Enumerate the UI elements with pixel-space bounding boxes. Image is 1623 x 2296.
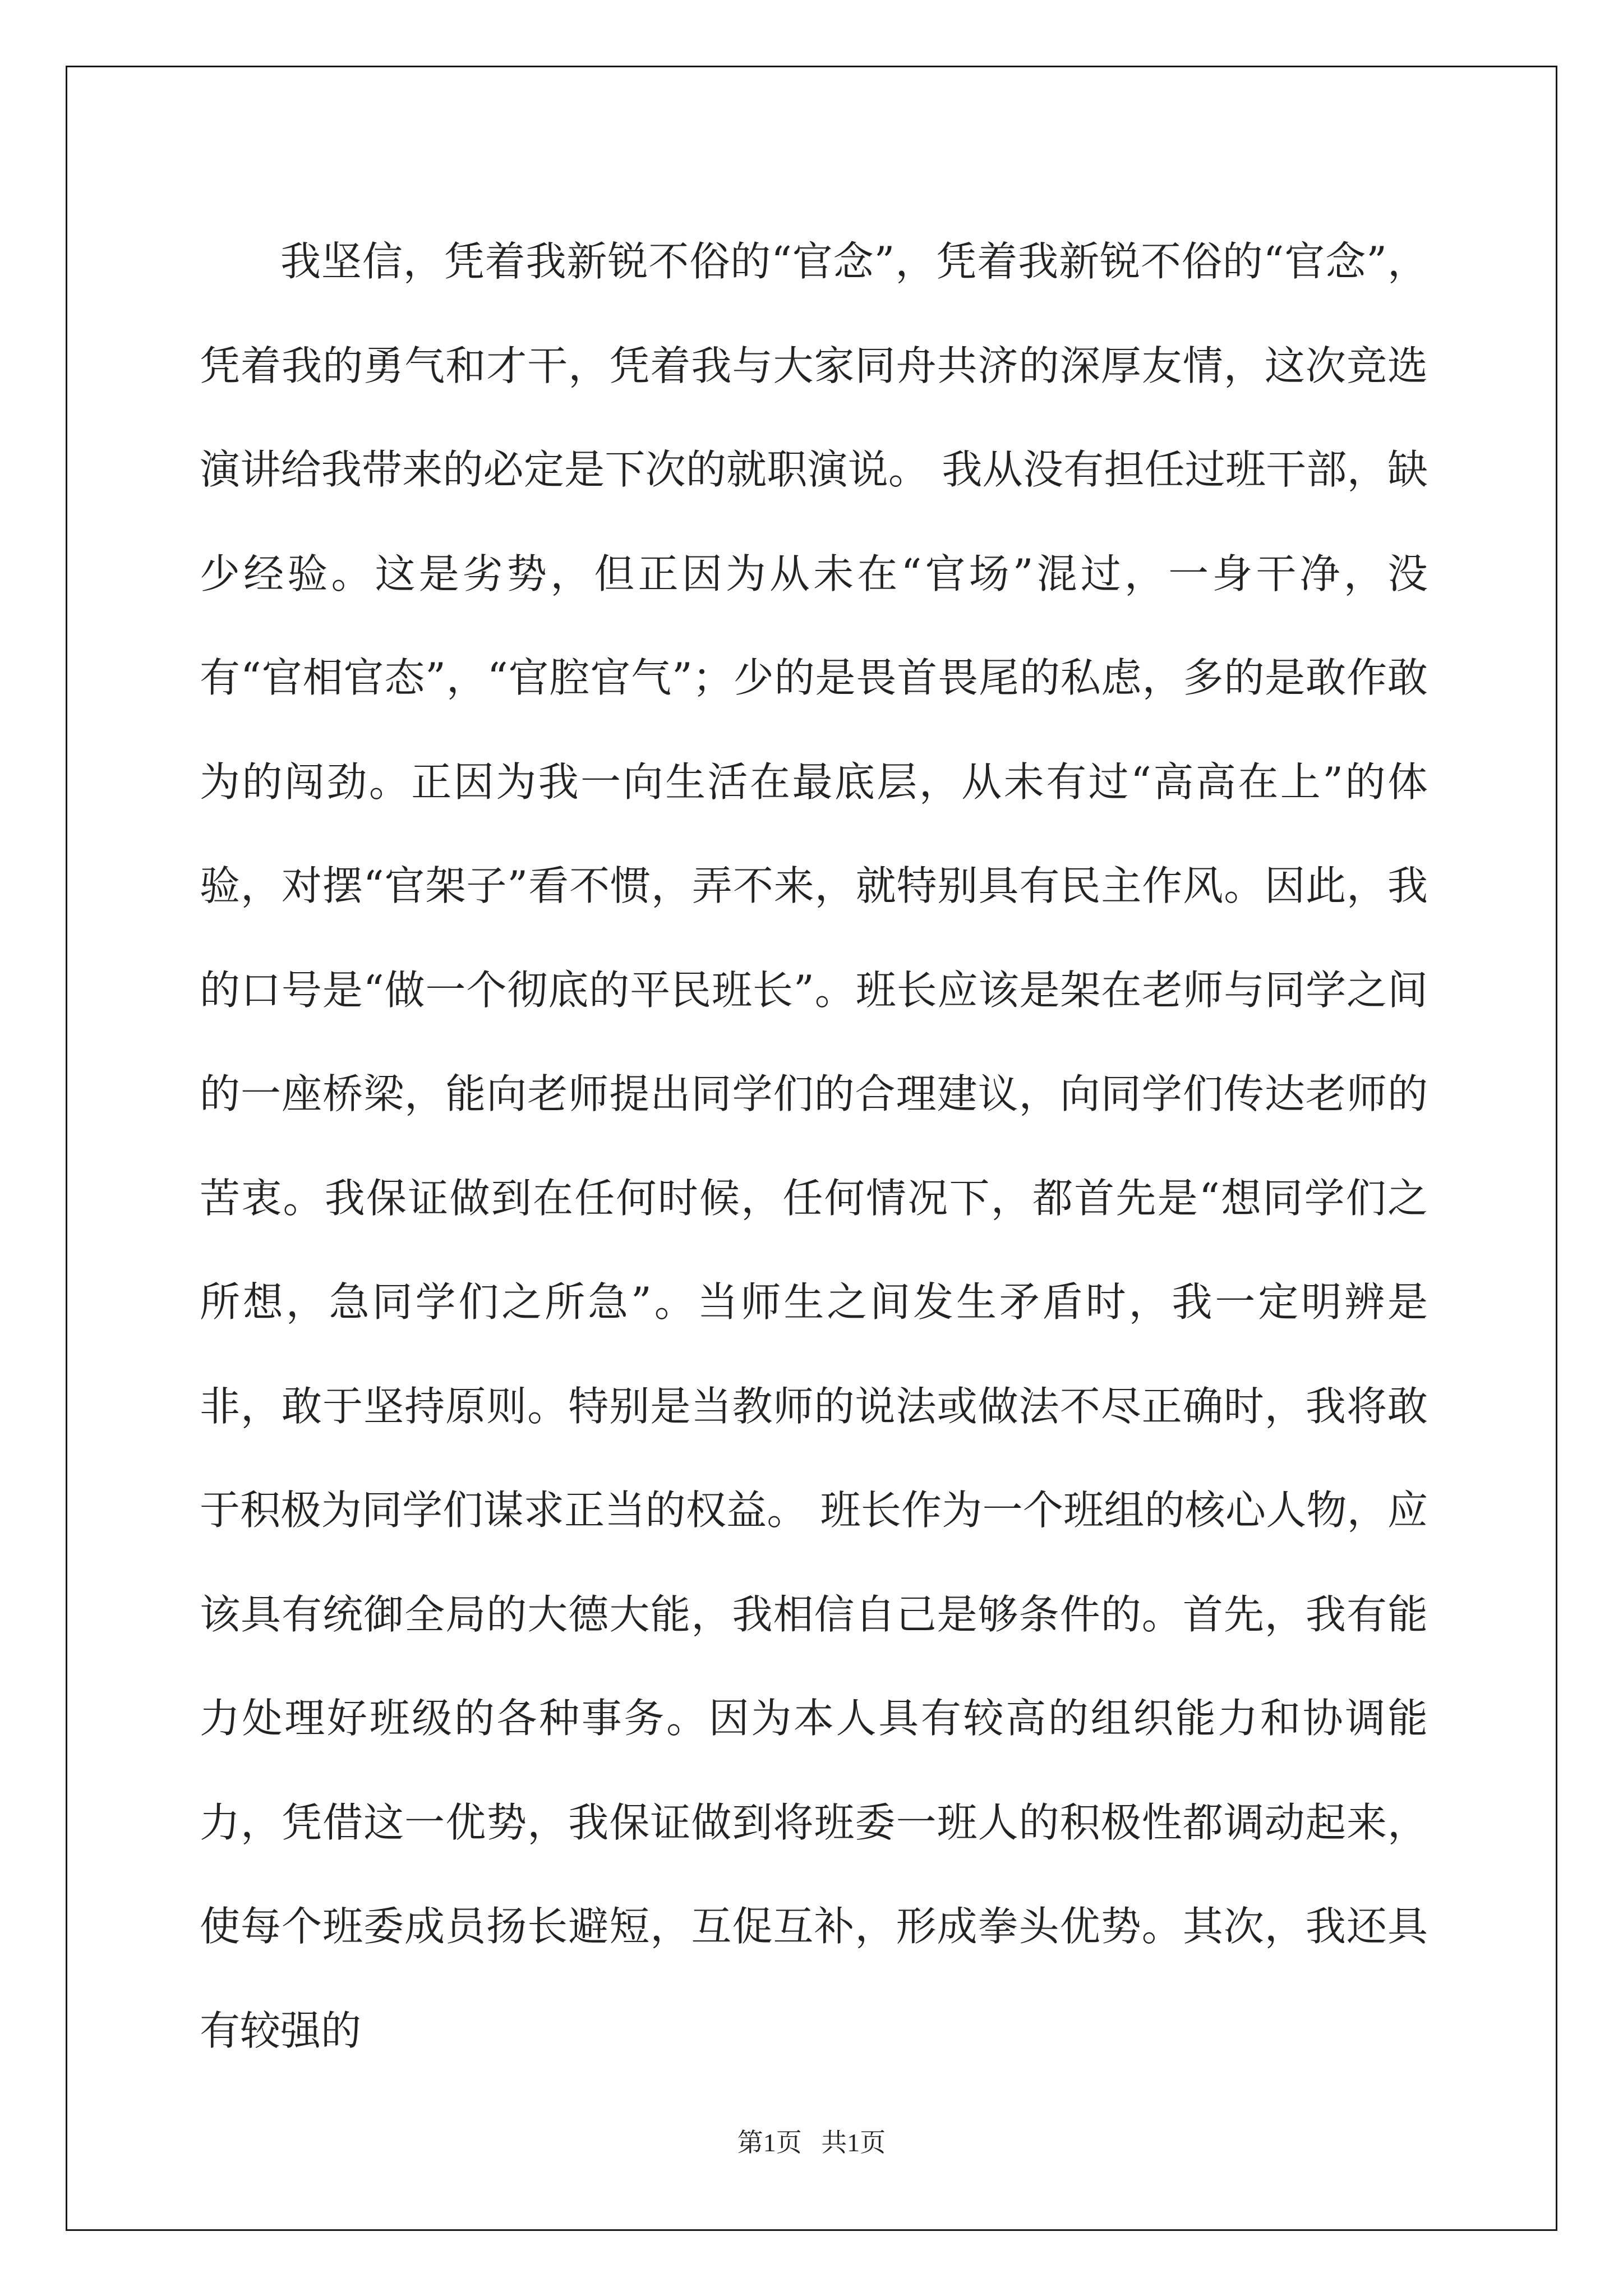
page-number-footer: 第1页 共1页 bbox=[737, 2128, 886, 2157]
body-paragraph: 我坚信，凭着我新锐不俗的“官念”，凭着我新锐不俗的“官念”，凭着我的勇气和才干，凭着我与大家同舟共济的深厚友情，这次竞选演讲给我带来的必定是下次的就职演说。 我从没有担任过班干部，缺少经验。这是劣势，但正因为从未在“官场”混过，一身干净，没有“官相官态”，“官腔官气”；少的是畏首畏尾的私虑，多的是敢作敢为的闯劲。正因为我一向生活在最底层，从未有过“高高在上”的体验，对摆“官架子”看不惯，弄不来，就特别具有民主作风。因此，我的口号是“做一个彻底的平民班长”。班长应该是架在老师与同学之间的一座桥梁，能向老师提出同学们的合理建议，向同学们传达老师的苦衷。我保证做到在任何时候，任何情况下，都首先是“想同学们之所想，急同学们之所急”。当师生之间发生矛盾时，我一定明辨是非，敢于坚持原则。特别是当教师的说法或做法不尽正确时，我将敢于积极为同学们谋求正当的权益。 班长作为一个班组的核心人物，应该具有统御全局的大德大能，我相信自己是够条件的。首先，我有能力处理好班级的各种事务。因为本人具有较高的组织能力和协调能力，凭借这一优势，我保证做到将班委一班人的积极性都调动起来，使每个班委成员扬长避短，互促互补，形成拳头优势。其次，我还具有较强的 bbox=[200, 238, 1428, 2054]
